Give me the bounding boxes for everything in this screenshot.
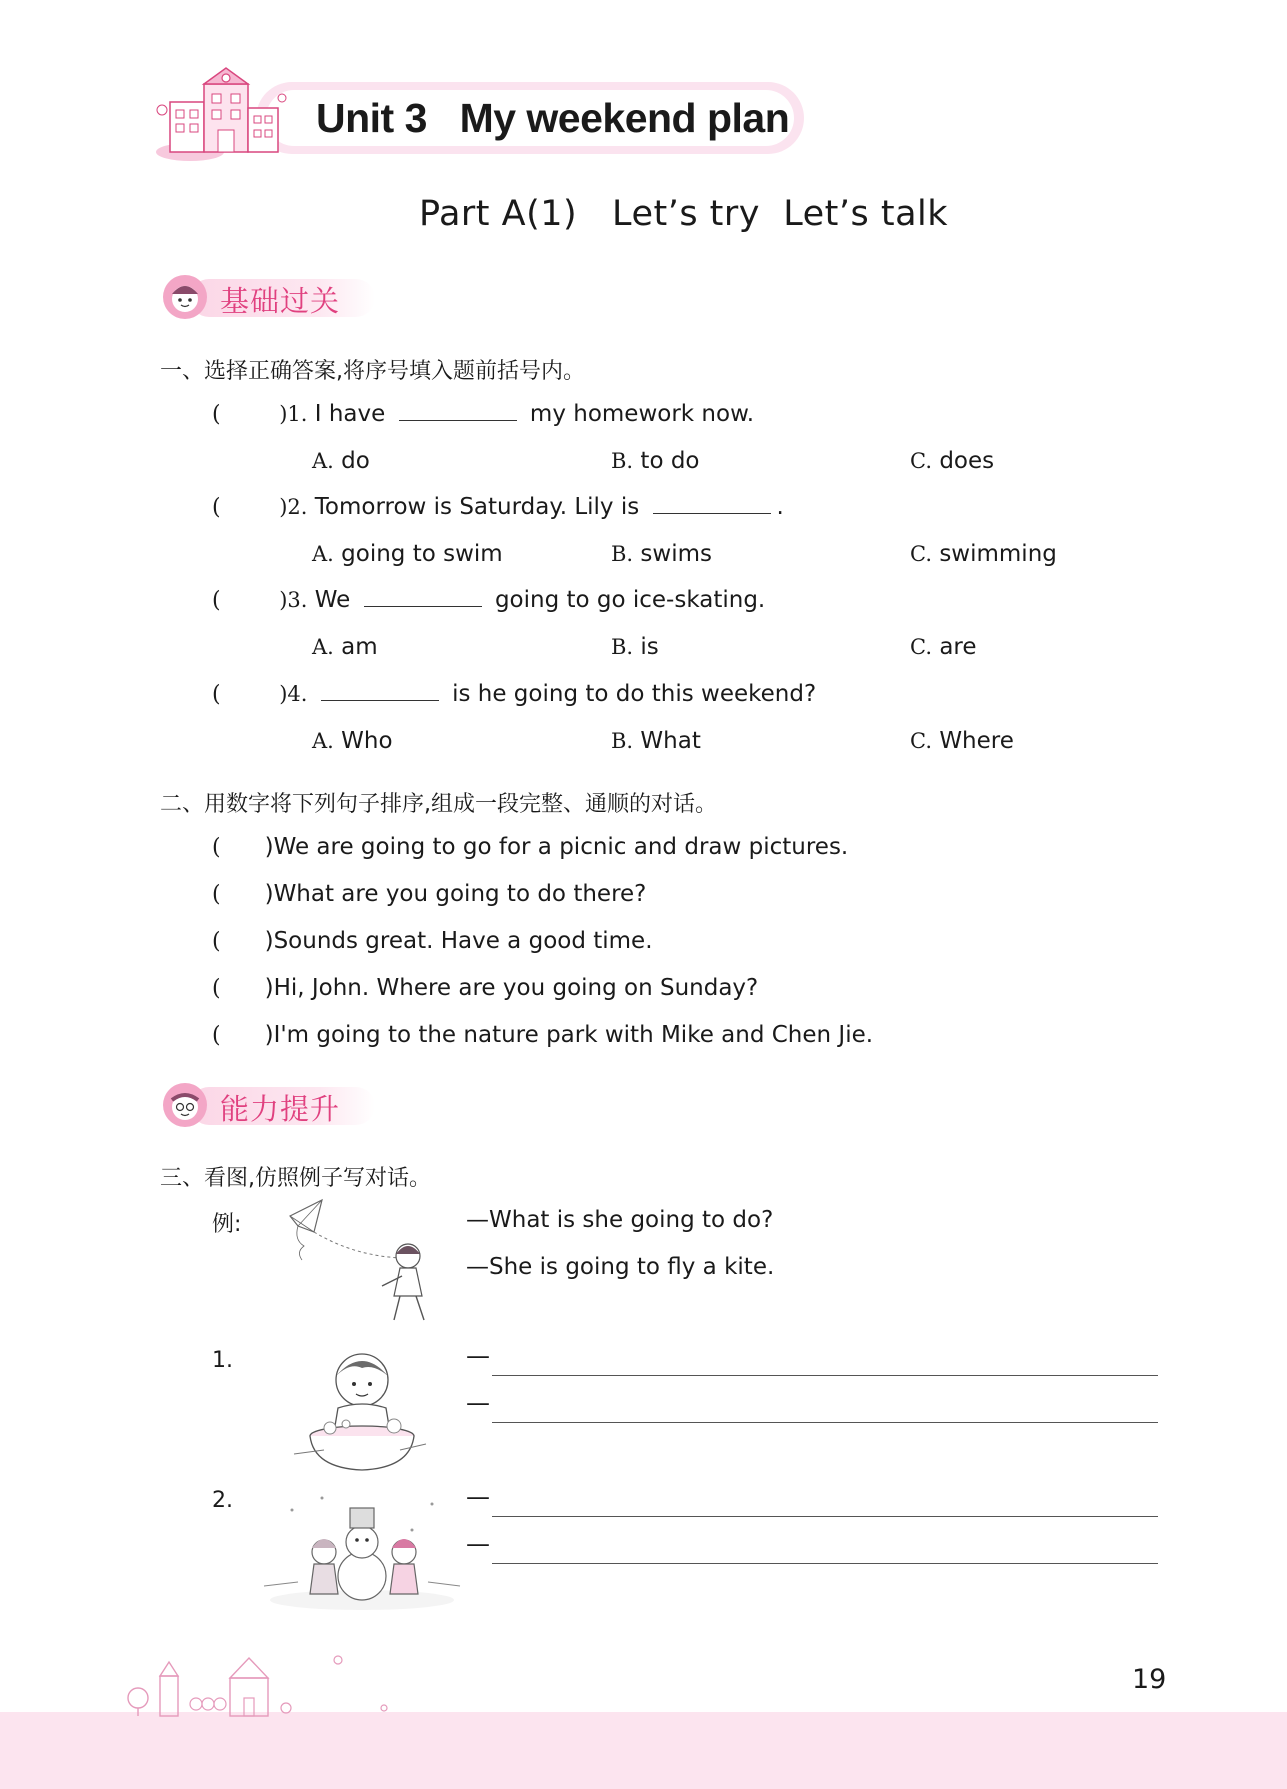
option-letter: A. xyxy=(312,729,334,753)
ordering-sentence-4 xyxy=(212,975,758,1001)
item-number-1: 1. xyxy=(212,1348,233,1373)
option-text: am xyxy=(341,634,378,660)
unit-title: Unit 3 My weekend plan xyxy=(316,95,790,141)
page-number: 19 xyxy=(1132,1664,1167,1695)
sentence-text: )We are going to go for a picnic and draw pictures. xyxy=(264,834,849,860)
answer-paren[interactable]: ( xyxy=(212,929,221,954)
school-building-illustration xyxy=(150,62,290,166)
teacher-face-icon xyxy=(160,1080,210,1130)
option-a[interactable] xyxy=(312,541,503,567)
question-3 xyxy=(212,587,765,613)
option-a[interactable] xyxy=(312,448,370,474)
answer-paren[interactable]: ( xyxy=(212,976,221,1001)
answer-line[interactable] xyxy=(492,1516,1158,1517)
example-answer: —She is going to fly a kite. xyxy=(466,1254,775,1280)
option-letter: B. xyxy=(611,729,634,753)
option-b[interactable] xyxy=(611,634,659,660)
question-text-before: We xyxy=(314,587,351,613)
section-label: 能力提升 xyxy=(220,1092,341,1126)
sentence-text: )Hi, John. Where are you going on Sunday? xyxy=(264,975,759,1001)
part-title: Part A(1) Let’s try Let’s talk xyxy=(418,194,949,234)
section-label: 基础过关 xyxy=(220,284,341,318)
option-letter: B. xyxy=(611,449,634,473)
girl-face-icon xyxy=(160,272,210,322)
option-text: swimming xyxy=(939,541,1057,567)
dash: — xyxy=(466,1342,490,1370)
answer-paren[interactable]: ( xyxy=(212,882,221,907)
option-b[interactable] xyxy=(611,448,700,474)
question-2 xyxy=(212,494,784,520)
question-text-after: . xyxy=(776,494,784,520)
answer-paren[interactable]: ( xyxy=(212,402,221,427)
answer-paren[interactable]: ( xyxy=(212,682,221,707)
option-letter: C. xyxy=(910,449,932,473)
option-text: does xyxy=(939,448,995,474)
option-text: to do xyxy=(640,448,700,474)
question-text-after: is he going to do this weekend? xyxy=(452,681,817,707)
option-text: is xyxy=(640,634,659,660)
footer-town-illustration xyxy=(118,1648,418,1718)
sentence-text: )What are you going to do there? xyxy=(264,881,647,907)
option-c[interactable] xyxy=(910,728,1014,754)
option-letter: A. xyxy=(312,635,334,659)
option-text: Who xyxy=(341,728,393,754)
question-1 xyxy=(212,401,754,427)
answer-blank[interactable] xyxy=(399,402,517,421)
footer-band xyxy=(0,1712,1287,1789)
example-label: 例: xyxy=(212,1212,242,1237)
answer-line[interactable] xyxy=(492,1422,1158,1423)
dash: — xyxy=(466,1483,490,1511)
question-number: )3. xyxy=(279,588,308,612)
option-text: Where xyxy=(939,728,1014,754)
dash: — xyxy=(466,1530,490,1558)
option-letter: B. xyxy=(611,635,634,659)
option-a[interactable] xyxy=(312,728,393,754)
answer-line[interactable] xyxy=(492,1375,1158,1376)
option-letter: C. xyxy=(910,729,932,753)
answer-blank[interactable] xyxy=(653,495,771,514)
question-number: )1. xyxy=(279,402,308,426)
option-text: What xyxy=(640,728,701,754)
option-text: are xyxy=(939,634,977,660)
question-text-before: Tomorrow is Saturday. Lily is xyxy=(314,494,640,520)
exercise3-instruction: 三、看图,仿照例子写对话。 xyxy=(160,1166,431,1191)
ordering-sentence-5 xyxy=(212,1022,873,1048)
answer-paren[interactable]: ( xyxy=(212,835,221,860)
answer-blank[interactable] xyxy=(321,682,439,701)
answer-paren[interactable]: ( xyxy=(212,495,221,520)
option-c[interactable] xyxy=(910,448,994,474)
option-letter: A. xyxy=(312,449,334,473)
option-c[interactable] xyxy=(910,541,1057,567)
question-4 xyxy=(212,681,816,707)
option-letter: C. xyxy=(910,542,932,566)
question-text-after: my homework now. xyxy=(529,401,755,427)
option-letter: C. xyxy=(910,635,932,659)
option-text: swims xyxy=(640,541,712,567)
answer-paren[interactable]: ( xyxy=(212,588,221,613)
option-a[interactable] xyxy=(312,634,378,660)
ordering-sentence-3 xyxy=(212,928,653,954)
question-text-after: going to go ice-skating. xyxy=(494,587,766,613)
option-c[interactable] xyxy=(910,634,977,660)
exercise1-instruction: 一、选择正确答案,将序号填入题前括号内。 xyxy=(160,359,585,384)
section-badge-basic xyxy=(160,272,380,322)
option-b[interactable] xyxy=(611,728,701,754)
answer-line[interactable] xyxy=(492,1563,1158,1564)
question-text-before: I have xyxy=(314,401,386,427)
example-question: —What is she going to do? xyxy=(466,1207,774,1233)
ordering-sentence-1 xyxy=(212,834,848,860)
sentence-text: )Sounds great. Have a good time. xyxy=(264,928,653,954)
item-number-2: 2. xyxy=(212,1488,233,1513)
sentence-text: )I'm going to the nature park with Mike and Chen Jie. xyxy=(264,1022,874,1048)
option-letter: B. xyxy=(611,542,634,566)
exercise2-instruction: 二、用数字将下列句子排序,组成一段完整、通顺的对话。 xyxy=(160,792,717,817)
ordering-sentence-2 xyxy=(212,881,646,907)
girl-flying-kite-illustration xyxy=(284,1196,444,1336)
question-number: )4. xyxy=(279,682,308,706)
children-building-snowman-illustration xyxy=(262,1490,462,1618)
dash: — xyxy=(466,1389,490,1417)
boy-washing-clothes-illustration xyxy=(290,1340,430,1480)
answer-blank[interactable] xyxy=(364,588,482,607)
option-letter: A. xyxy=(312,542,334,566)
answer-paren[interactable]: ( xyxy=(212,1023,221,1048)
option-b[interactable] xyxy=(611,541,712,567)
option-text: going to swim xyxy=(341,541,503,567)
section-badge-advance xyxy=(160,1080,380,1130)
option-text: do xyxy=(341,448,370,474)
question-number: )2. xyxy=(279,495,308,519)
